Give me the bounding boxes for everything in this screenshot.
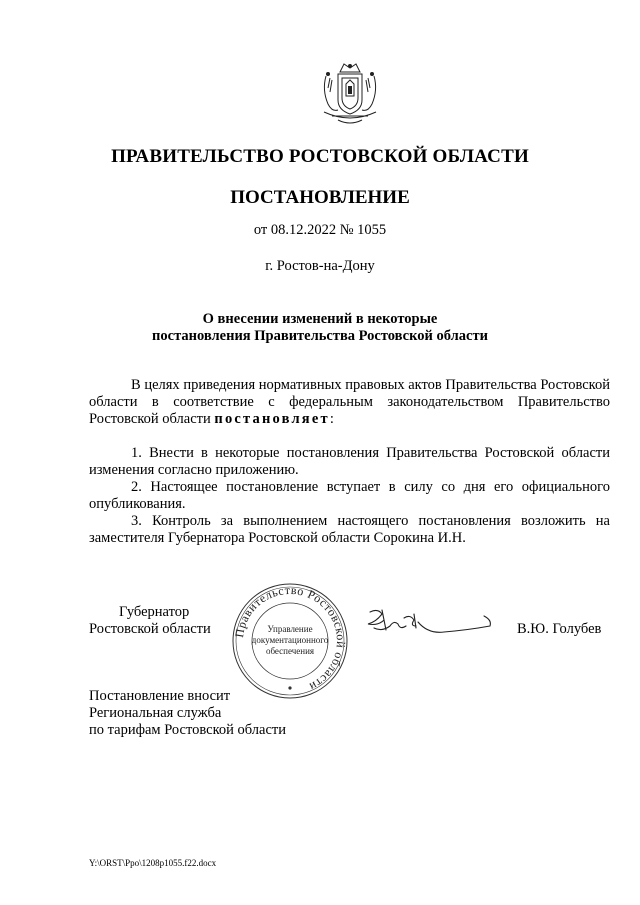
resolution-item-2: 2. Настоящее постановление вступает в силу со дня его официального опубликования. [89, 479, 610, 512]
coat-of-arms-emblem [318, 60, 382, 130]
preamble-paragraph [89, 377, 610, 428]
seal-inner-line-1: Управление [267, 624, 313, 634]
official-seal [231, 582, 349, 700]
preamble-text: В целях приведения нормативных правовых актов Правительства Ростовской области в соответствие с федеральным законодательством Правительство Ростовской области [89, 377, 610, 427]
signatory-region: Ростовской области [89, 621, 211, 637]
seal-inner-line-3: обеспечения [265, 646, 315, 656]
document-date-number: от 08.12.2022 № 1055 [253, 222, 387, 238]
resolution-item-3: 3. Контроль за выполнением настоящего постановления возложить на заместителя Губернатора Ростовской области Сорокина И.Н. [89, 513, 610, 546]
document-type-heading: ПОСТАНОВЛЕНИЕ [230, 187, 410, 208]
footer-file-path: Y:\ORST\Ppo\1208p1055.f22.docx [89, 858, 217, 868]
subject-line-2: постановления Правительства Ростовской области [152, 328, 488, 344]
document-city: г. Ростов-на-Дону [265, 258, 375, 274]
introduced-by-line-2: Региональная служба [89, 705, 222, 721]
document-subject [0, 311, 640, 345]
introduced-by-line-1: Постановление вносит [89, 688, 231, 704]
seal-outer-text: Правительство Ростовской области [232, 582, 349, 695]
subject-line-1: О внесении изменений в некоторые [202, 311, 438, 327]
seal-inner-line-2: документационного [251, 635, 329, 645]
preamble-colon: : [329, 411, 334, 427]
signatory-position [89, 604, 211, 638]
introduced-by-block [89, 688, 286, 739]
resolves-keyword: постановляет [214, 411, 330, 427]
handwritten-signature [364, 604, 494, 640]
signatory-title: Губернатор [119, 604, 190, 620]
resolution-item-1: 1. Внести в некоторые постановления Правительства Ростовской области изменения согласно приложению. [89, 445, 610, 478]
signer-name: В.Ю. Голубев [517, 621, 602, 637]
introduced-by-line-3: по тарифам Ростовской области [89, 722, 286, 738]
government-title: ПРАВИТЕЛЬСТВО РОСТОВСКОЙ ОБЛАСТИ [111, 146, 529, 167]
